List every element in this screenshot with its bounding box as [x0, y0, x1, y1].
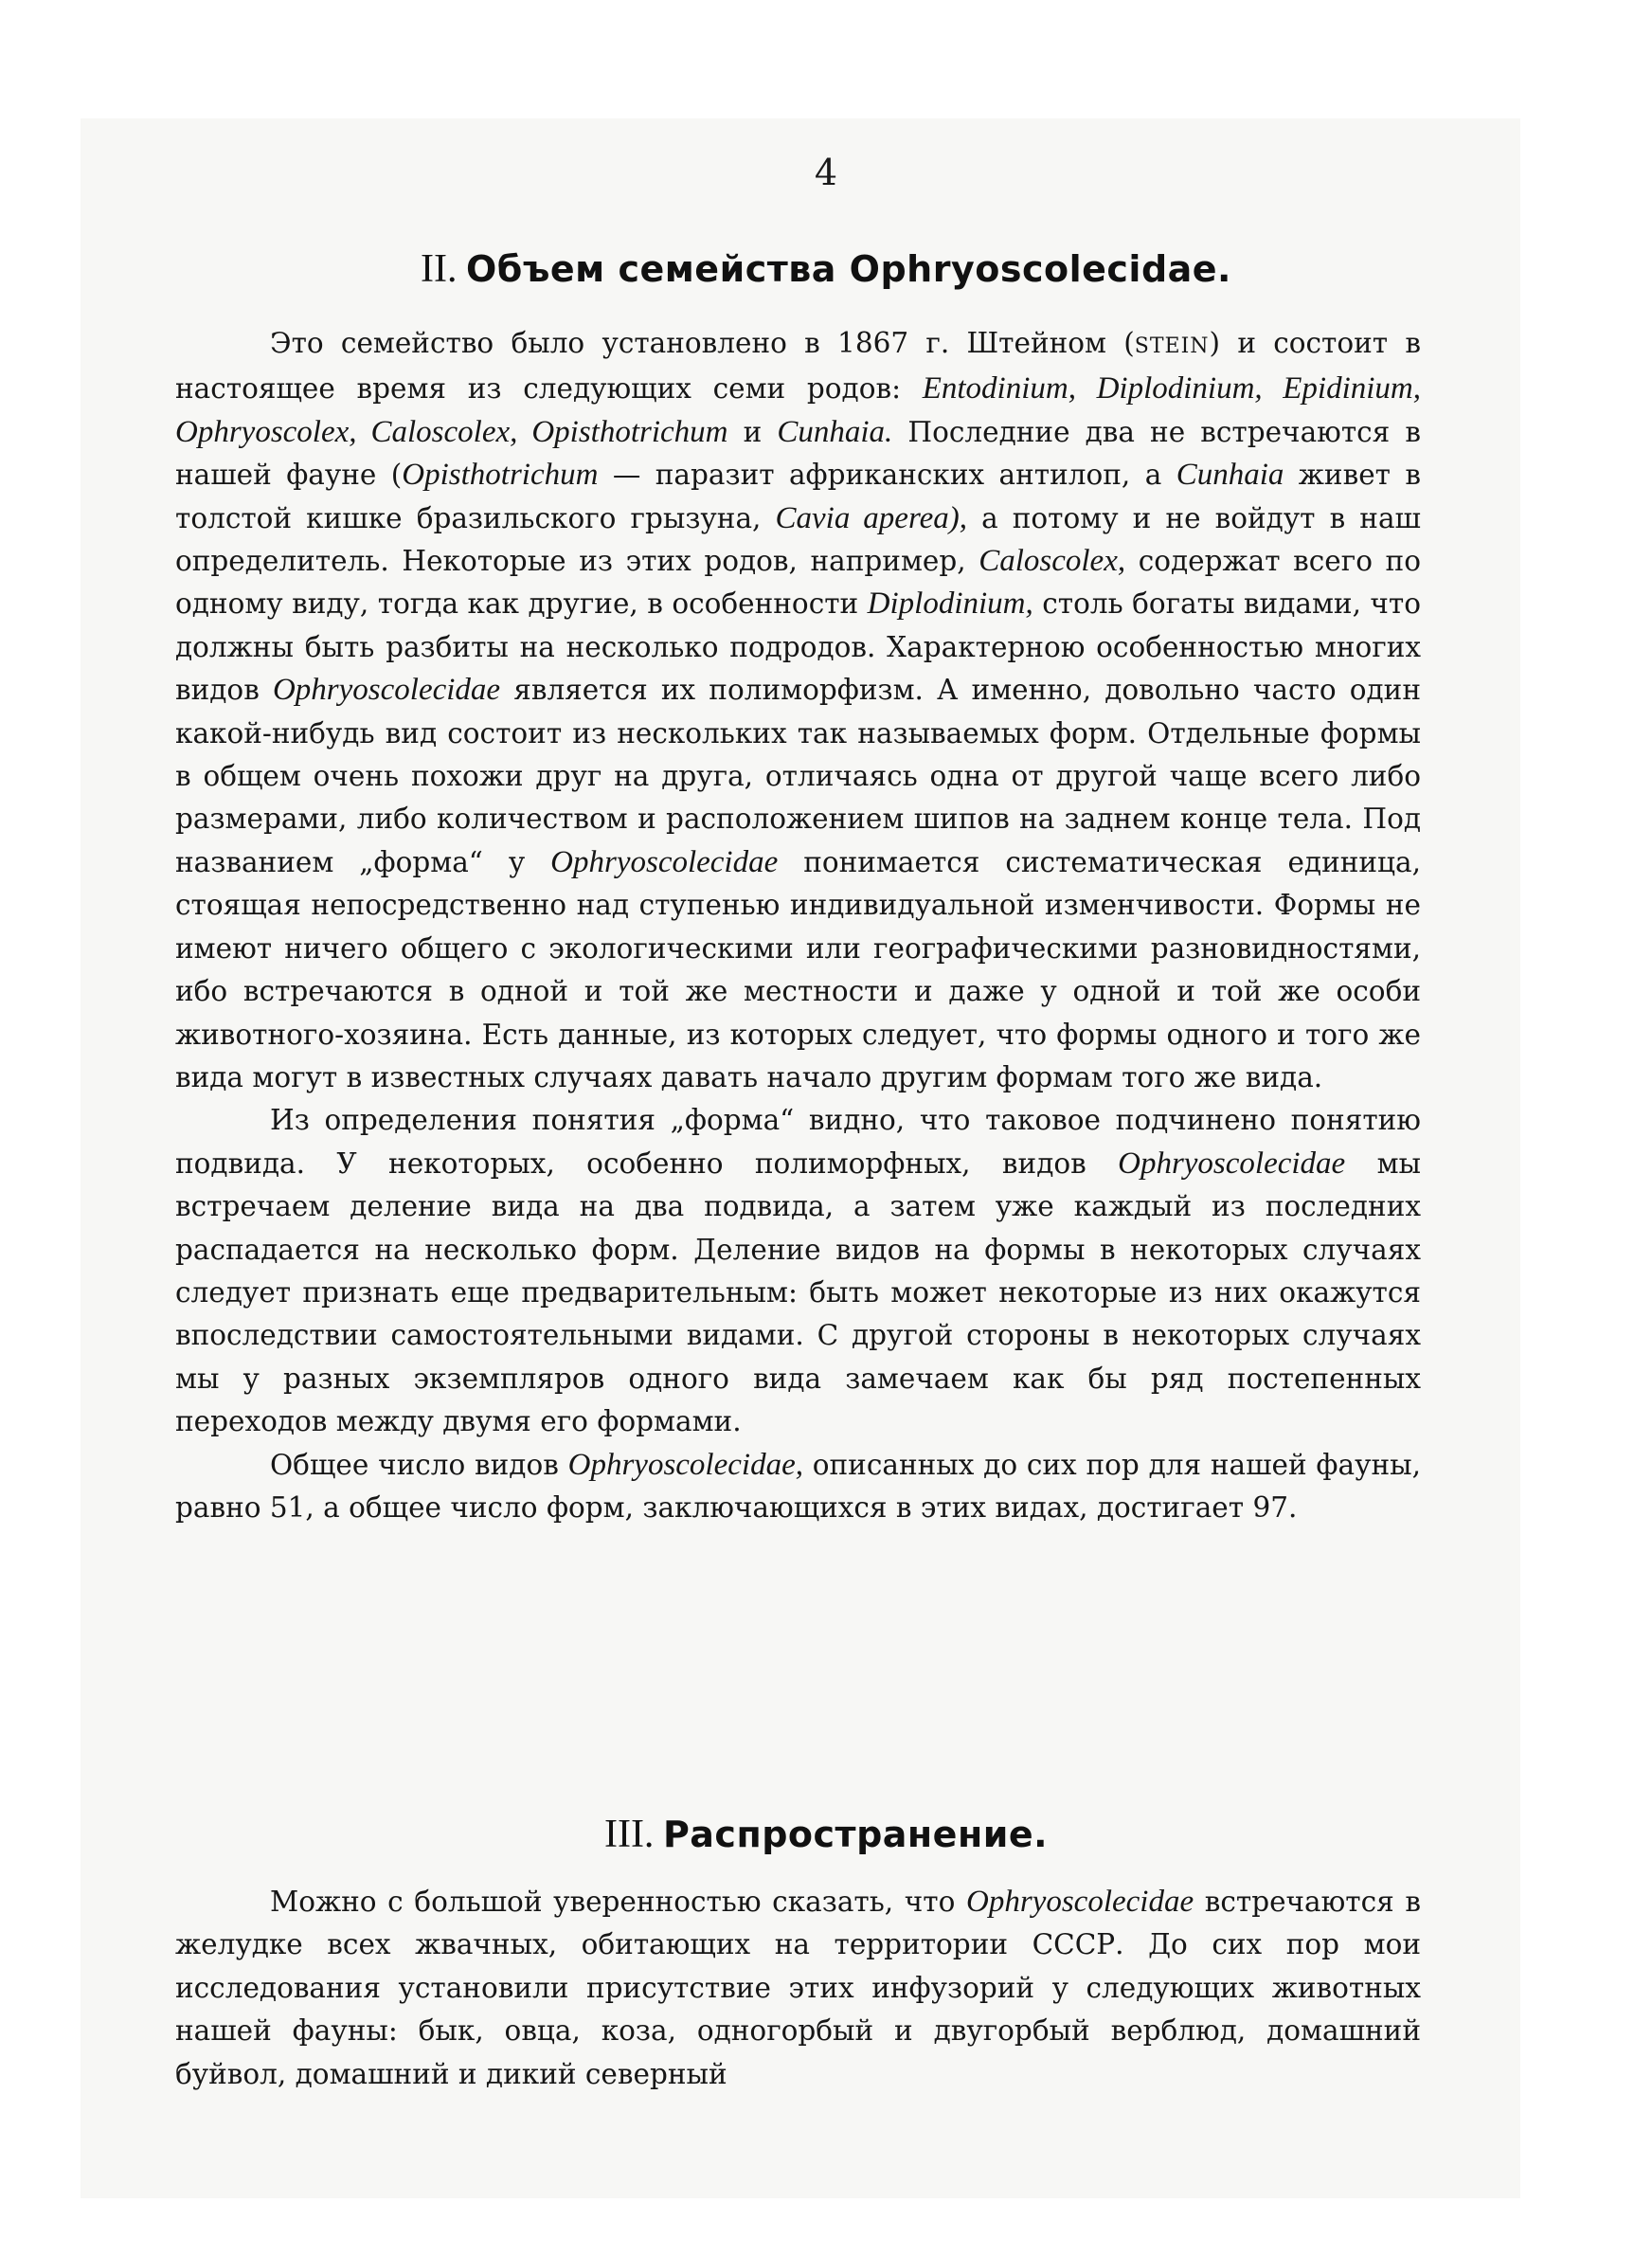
paragraph: Общее число видов Ophryoscolecidae, описанных до сих пор для нашей фауны, равно 51, а общее число форм, заключающихся в этих видах, достигает 97. — [175, 1447, 1421, 1524]
latin-name: Ophryoscolecidae — [550, 844, 779, 879]
latin-name: Cunhaia — [1176, 458, 1284, 493]
latin-name: Entodinium, Diplodinium, Epidinium, Ophryoscolex, Caloscolex, Opisthotrichum — [175, 371, 1421, 449]
section-numeral: III. — [603, 1813, 655, 1856]
author-name: STEIN — [1134, 334, 1210, 358]
paragraph: Это семейство было установлено в 1867 г. Штейном (STEIN) и состоит в настоящее время из следующих семи родов: Entodinium, Diplodinium, Epidinium, Ophryoscolex, Caloscolex, Opisthotrichum и Cunhaia. Последние два не встречаются в нашей фауне (Opisthotrichum — паразит африканских антилоп, а Cunhaia живет в толстой кишке бразильского грызуна, Cavia aperea), а потому и не войдут в наш определитель. Некоторые из этих родов, например, Caloscolex, содержат всего по одному виду, тогда как другие, в особенности Diplodinium, столь богаты видами, что должны быть разбиты на несколько подродов. Характерною особенностью многих видов Ophryoscolecidae является их полиморфизм. А именно, довольно часто один какой-нибудь вид состоит из нескольких так называемых форм. Отдельные формы в общем очень похожи друг на друга, отличаясь одна от другой чаще всего либо размерами, либо количеством и расположением шипов на заднем конце тела. Под названием „форма“ у Ophryoscolecidae понимается систематическая единица, стоящая непосредственно над ступенью индивидуальной изменчивости. Формы не имеют ничего общего с экологическими или географическими разновидностями, ибо встречаются в одной и той же местности и даже у одной и той же особи животного-хозяина. Есть данные, из которых следует, что формы одного и того же вида могут в известных случаях давать начало другим формам того же вида. — [175, 327, 1421, 1093]
latin-name: Cavia aperea), — [775, 500, 967, 535]
latin-name: Ophryoscolecidae — [966, 1885, 1194, 1919]
latin-name: Cunhaia. — [777, 414, 893, 449]
section-title: Объем семейства Ophryoscolecidae. — [465, 248, 1231, 290]
latin-name: Diplodinium, — [867, 587, 1033, 622]
section-body-distribution — [175, 1881, 1421, 2096]
paragraph: Можно с большой уверенностью сказать, что Ophryoscolecidae встречаются в желудке всех жвачных, обитающих на территории СССР. До сих пор мои исследования установили присутствие этих инфузорий у следующих животных нашей фауны: бык, овца, коза, одногорбый и двугорбый верблюд, домашний буйвол, домашний и дикий северный — [175, 1885, 1421, 2090]
section-heading-distribution — [0, 1812, 1652, 1857]
page-number: 4 — [814, 152, 838, 193]
section-title: Распространение. — [662, 1814, 1049, 1855]
section-body-volume — [175, 322, 1421, 1529]
section-numeral: II. — [421, 247, 458, 291]
latin-name: Ophryoscolecidae — [272, 673, 501, 708]
latin-name: Opisthotrichum — [402, 458, 599, 493]
latin-name: Ophryoscolecidae — [1118, 1146, 1346, 1181]
latin-name: Caloscolex, — [979, 544, 1126, 579]
latin-name: Ophryoscolecidae, — [567, 1447, 803, 1482]
paragraph: Из определения понятия „форма“ видно, что таковое подчинено понятию подвида. У некоторых, особенно полиморфных, видов Ophryoscolecidae мы встречаем деление вида на два подвида, а затем уже каждый из последних распадается на несколько форм. Деление видов на формы в некоторых случаях следует признать еще предварительным: быть может некоторые из них окажутся впоследствии самостоятельными видами. С другой стороны в некоторых случаях мы у разных экземпляров одного вида замечаем как бы ряд постепенных переходов между двумя его формами. — [175, 1104, 1421, 1438]
section-heading-volume — [0, 246, 1652, 292]
